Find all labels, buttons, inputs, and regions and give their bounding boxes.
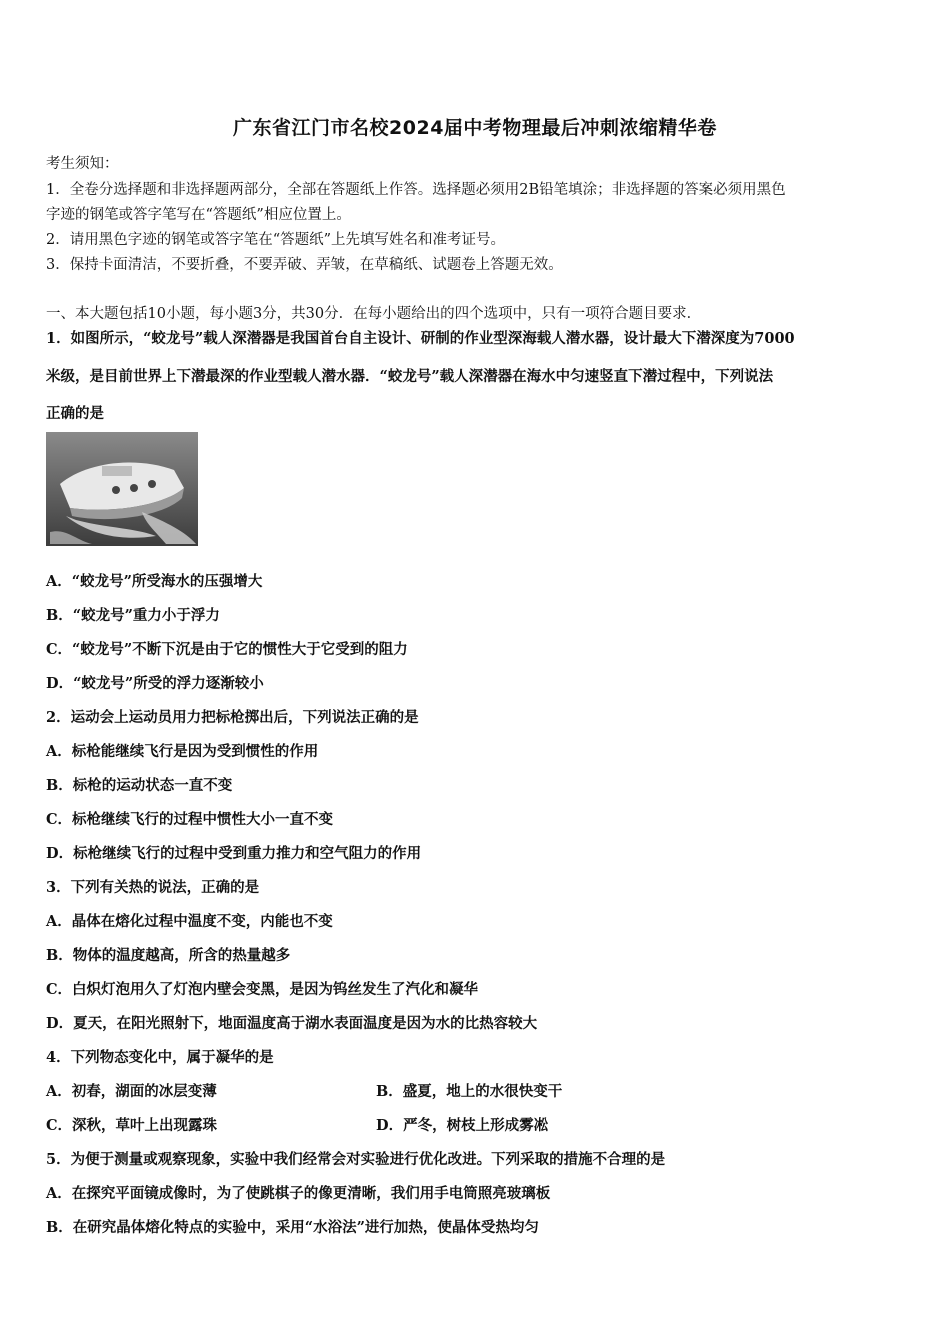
option: B．物体的温度越高，所含的热量越多	[46, 947, 291, 964]
option: A．晶体在熔化过程中温度不变，内能也不变	[46, 913, 333, 930]
question-stem: 正确的是	[46, 405, 104, 422]
question-stem: 3．下列有关热的说法，正确的是	[46, 879, 260, 896]
submarine-photo-icon	[46, 432, 198, 546]
notice-item: 字迹的钢笔或答字笔写在“答题纸”相应位置上。	[46, 207, 351, 223]
option: D．标枪继续飞行的过程中受到重力推力和空气阻力的作用	[46, 845, 422, 862]
notice-item: 3．保持卡面清洁，不要折叠，不要弄破、弄皱，在草稿纸、试题卷上答题无效。	[46, 257, 563, 273]
option: C．标枪继续飞行的过程中惯性大小一直不变	[46, 811, 334, 828]
option: C．“蛟龙号”不断下沉是由于它的惯性大于它受到的阻力	[46, 641, 408, 658]
option: D．夏天，在阳光照射下，地面温度高于湖水表面温度是因为水的比热容较大	[46, 1015, 538, 1032]
option: B．标枪的运动状态一直不变	[46, 777, 233, 794]
notice-heading: 考生须知：	[46, 156, 119, 172]
notice-item: 2．请用黑色字迹的钢笔或答字笔在“答题纸”上先填写姓名和准考证号。	[46, 232, 506, 248]
option: A．标枪能继续飞行是因为受到惯性的作用	[46, 743, 319, 760]
notice-item: 1．全卷分选择题和非选择题两部分，全部在答题纸上作答。选择题必须用2B铅笔填涂；非选择题的答案必须用黑色	[46, 182, 786, 198]
option: D．严冬，树枝上形成雾凇	[376, 1117, 549, 1134]
option: D．“蛟龙号”所受的浮力逐渐较小	[46, 675, 264, 692]
option: C．深秋，草叶上出现露珠	[46, 1117, 218, 1134]
question-stem: 5．为便于测量或观察现象，实验中我们经常会对实验进行优化改进。下列采取的措施不合理的是	[46, 1151, 666, 1168]
question-stem: 2．运动会上运动员用力把标枪掷出后，下列说法正确的是	[46, 709, 419, 726]
option: B．盛夏，地上的水很快变干	[376, 1083, 563, 1100]
option: B．在研究晶体熔化特点的实验中，采用“水浴法”进行加热，使晶体受热均匀	[46, 1219, 539, 1236]
question-stem: 米级，是目前世界上下潜最深的作业型载人潜水器．“蛟龙号”载人深潜器在海水中匀速竖直下潜过程中，下列说法	[46, 368, 774, 385]
question-stem: 1．如图所示，“蛟龙号”载人深潜器是我国首台自主设计、研制的作业型深海载人潜水器，设计最大下潜深度为7000	[46, 330, 795, 347]
section-heading: 一、本大题包括10小题，每小题3分，共30分．在每小题给出的四个选项中，只有一项符合题目要求．	[46, 306, 702, 322]
option: B．“蛟龙号”重力小于浮力	[46, 607, 220, 624]
option: A．“蛟龙号”所受海水的压强增大	[46, 573, 263, 590]
option: C．白炽灯泡用久了灯泡内壁会变黑，是因为钨丝发生了汽化和凝华	[46, 981, 479, 998]
option: A．初春，湖面的冰层变薄	[46, 1083, 217, 1100]
question-stem: 4．下列物态变化中，属于凝华的是	[46, 1049, 274, 1066]
option: A．在探究平面镜成像时，为了使跳棋子的像更清晰，我们用手电筒照亮玻璃板	[46, 1185, 551, 1202]
page-title: 广东省江门市名校2024届中考物理最后冲刺浓缩精华卷	[233, 117, 717, 139]
